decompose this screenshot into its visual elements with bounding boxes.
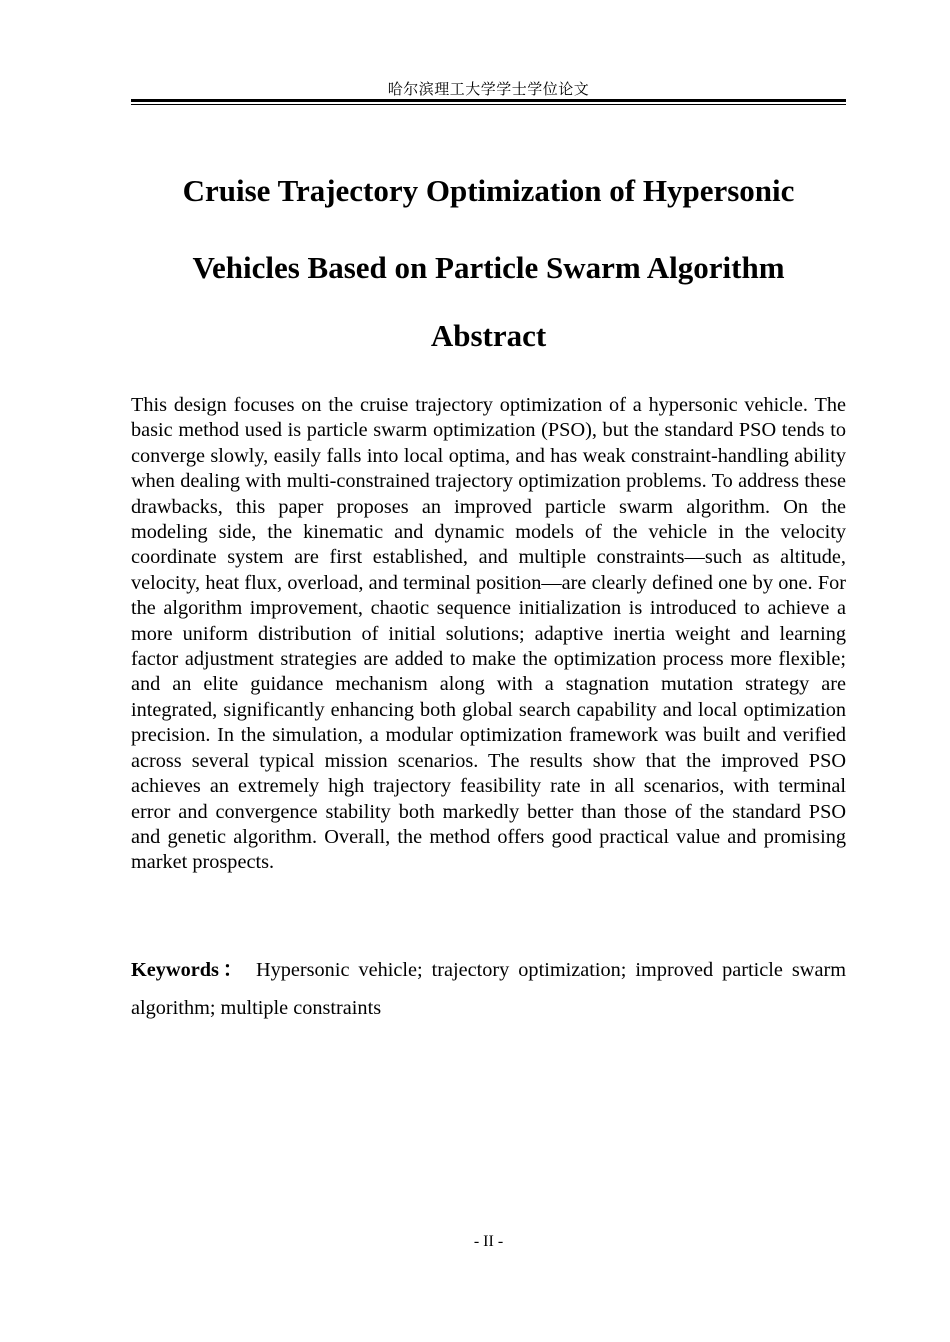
running-header: 哈尔滨理工大学学士学位论文 bbox=[387, 80, 590, 98]
abstract-body: This design focuses on the cruise trajectory optimization of a hypersonic vehicle. The basic method used is particle swarm optimization (PSO), but the standard PSO tends to converge slowly, easily falls into local optima, and has weak constraint-handling ability when dealing with multi-constrained trajectory optimization problems. To address these drawbacks, this paper proposes an improved particle swarm algorithm. On the modeling side, the kinematic and dynamic models of the vehicle in the velocity coordinate system are first established, and multiple constraints—such as altitude, velocity, heat flux, overload, and terminal position—are clearly defined one by one. For the algorithm improvement, chaotic sequence initialization is introduced to achieve a more uniform distribution of initial solutions; adaptive inertia weight and learning factor adjustment strategies are added to make the optimization process more flexible; and an elite guidance mechanism along with a stagnation mutation strategy are integrated, significantly enhancing both global search capability and local optimization precision. In the simulation, a modular optimization framework was built and verified across several typical mission scenarios. The results show that the improved PSO achieves an extremely high trajectory feasibility rate in all scenarios, with terminal error and convergence stability both markedly better than those of the standard PSO and genetic algorithm. Overall, the method offers good practical value and promising market prospects. bbox=[131, 394, 846, 874]
thesis-title-line-1: Cruise Trajectory Optimization of Hypersonic bbox=[182, 173, 795, 208]
keywords-label: Keywords： bbox=[131, 959, 247, 981]
header-rule-thick bbox=[131, 99, 846, 102]
header-rule-thin bbox=[131, 104, 846, 105]
keywords-text: Hypersonic vehicle; trajectory optimization; improved particle swarm algorithm; multiple constraints bbox=[131, 959, 846, 1019]
abstract-heading: Abstract bbox=[430, 318, 547, 353]
thesis-title-line-2: Vehicles Based on Particle Swarm Algorithm bbox=[192, 250, 785, 285]
keywords-paragraph bbox=[131, 951, 846, 1027]
page-number: - II - bbox=[473, 1233, 504, 1250]
thesis-title bbox=[131, 152, 846, 306]
